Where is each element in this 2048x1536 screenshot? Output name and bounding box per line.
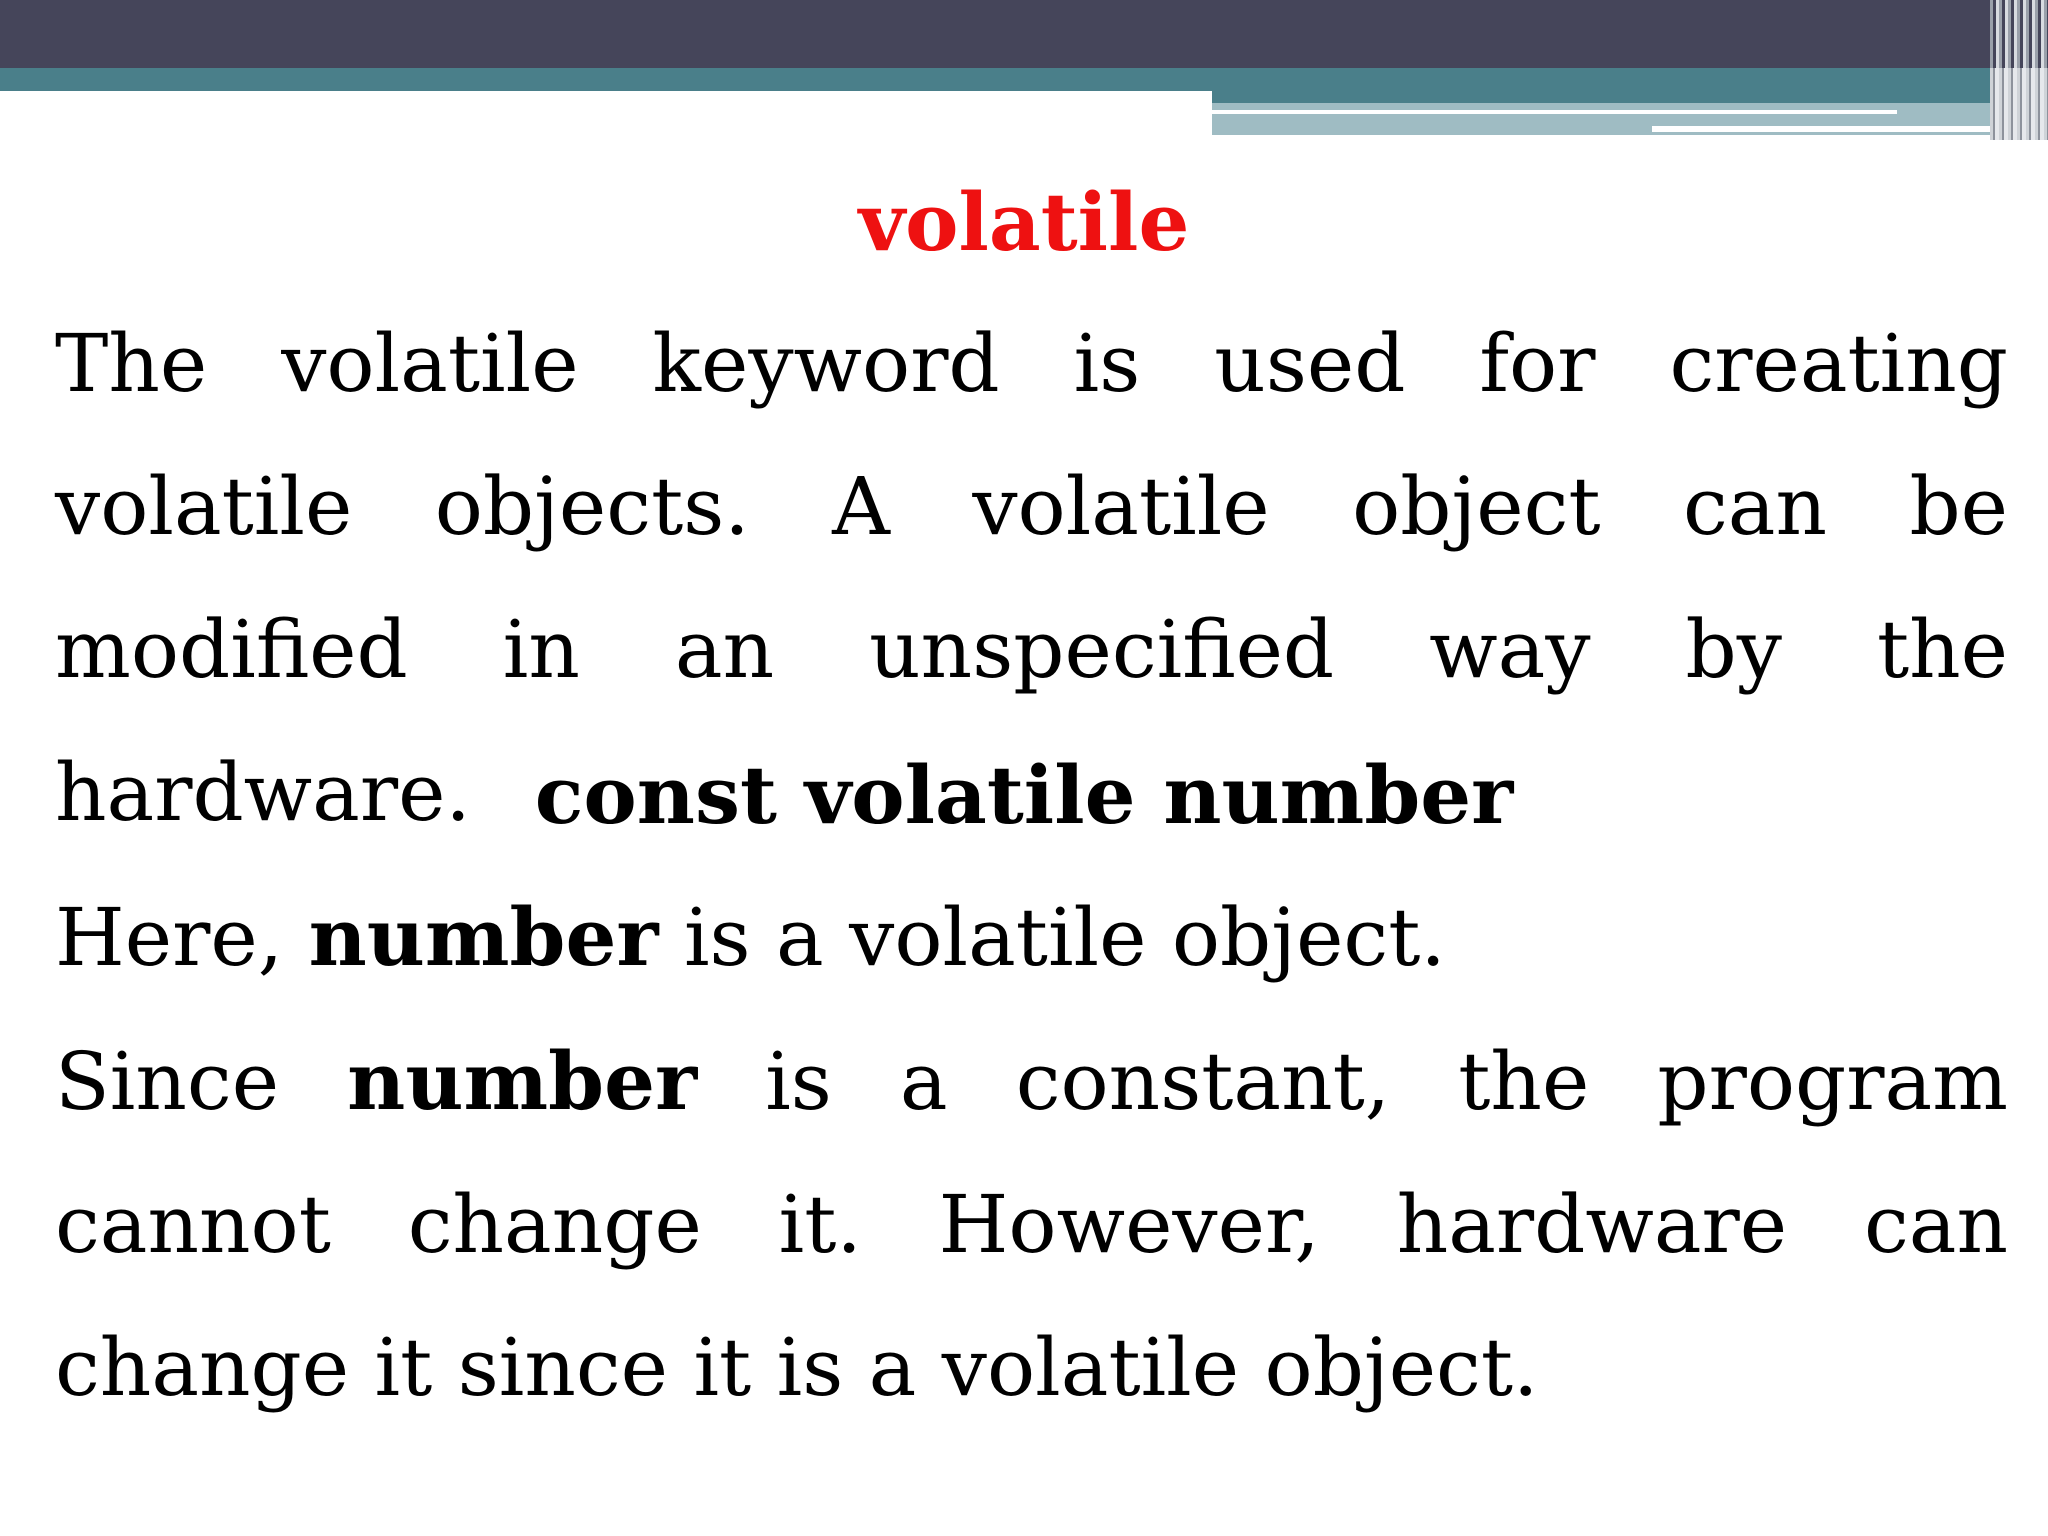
- constant-paragraph: [55, 1010, 2008, 1439]
- constant-text-end: is a constant, the program cannot change it. However, hardware can change it since it is a volatile object.: [55, 1035, 2008, 1414]
- explanation-keyword: number: [308, 890, 659, 984]
- explanation-text-end: is a volatile object.: [658, 891, 1446, 984]
- explanation-paragraph: [55, 866, 2008, 1009]
- code-example: const volatile number: [534, 748, 1514, 842]
- slide-title: volatile: [858, 175, 1190, 269]
- header-divider-line-short: [1652, 126, 1990, 132]
- header-divider-line: [1212, 110, 1897, 114]
- definition-paragraph: The volatile keyword is used for creating volatile objects. A volatile object can be modified in an unspecified way by the hardware.: [55, 317, 2008, 839]
- constant-keyword: number: [347, 1034, 698, 1128]
- explanation-text-start: Here,: [55, 891, 309, 984]
- header-bar-dark: [0, 0, 1990, 68]
- header-bar-teal-lower: [1212, 91, 1990, 103]
- constant-text-start: Since: [55, 1035, 348, 1128]
- header-bar-teal: [0, 68, 1990, 91]
- header-right-strip-top: [1990, 0, 2048, 68]
